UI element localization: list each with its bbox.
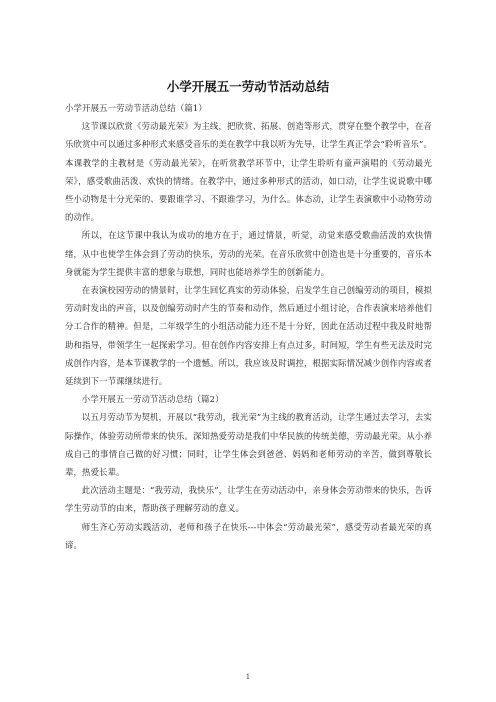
page-number: 1	[245, 673, 251, 681]
paragraph: 以五月劳动节为契机，开展以“我劳动，我光荣”为主线的教育活动，让学生通过去学习，去实际操作，体验劳动所带来的快乐。深知热爱劳动是我们中华民族的传统美德，劳动最光荣。从小养成自己的事情自己做的好习惯；同时，让学生体会到爸爸、妈妈和老师劳动的辛苦，做到尊敬长辈，热爱长辈。	[65, 412, 432, 478]
document-body	[65, 99, 432, 554]
section-heading-1: 小学开展五一劳动节活动总结（篇1）	[65, 103, 207, 113]
document-title: 小学开展五一劳动节活动总结	[166, 79, 330, 94]
section-heading-2: 小学开展五一劳动节活动总结（篇2）	[81, 394, 224, 405]
paragraph: 在表演校园劳动的情景时，让学生回忆真实的劳动体验，启发学生自己创编劳动的项目，模拟劳动时发出的声音，以及创编劳动时产生的节奏和动作，然后通过小组讨论，合作表演来培养他们分工合作的精神。但是，二年级学生的小组活动能力还不是十分好，因此在活动过程中我及时地帮助和指导，带领学生一起探索学习。但在创作内容安排上有点过多，时间短，学生有些无法及时完成创作内容，是本节课教学的一个遗憾。所以，我应该及时调控，根据实际情况减少创作内容或者延续到下一节课继续进行。	[65, 285, 432, 387]
paragraph: 此次活动主题是：“我劳动，我快乐”，让学生在劳动活动中，亲身体会劳动带来的快乐，告诉学生劳动节的由来，帮助孩子理解劳动的意义。	[65, 485, 432, 514]
paragraph: 所以，在这节课中我认为成功的地方在于，通过情景，听觉，动觉来感受歌曲活泼的欢快情绪，从中也使学生体会到了劳动的快乐，劳动的光荣。在音乐欣赏中创造也是十分重要的，音乐本身就能为学生提供丰富的想象与联想，同时也能培养学生的创新能力。	[65, 230, 432, 277]
paragraph: 师生齐心劳动实践活动，老师和孩子在快乐---中体会“劳动最光荣”，感受劳动者最光荣的真谛。	[65, 521, 432, 550]
paragraph: 这节课以欣赏《劳动最光荣》为主线，把欣赏、拓展、创造等形式，贯穿在整个教学中，在音乐欣赏中可以通过多种形式来感受音乐的美在教学中我以听为先导，让学生真正学会“聆听音乐”。本课教学的主教材是《劳动最光荣》，在听赏教学环节中，让学生聆听有童声演唱的《劳动最光荣》，感受歌曲活泼、欢快的情绪。在教学中，通过多种形式的活动，如口动，让学生说说歌中哪些小动物是十分光荣的、要跟谁学习、不跟谁学习，为什么。体态动，让学生表演歌中小动物劳动的动作。	[65, 121, 432, 223]
